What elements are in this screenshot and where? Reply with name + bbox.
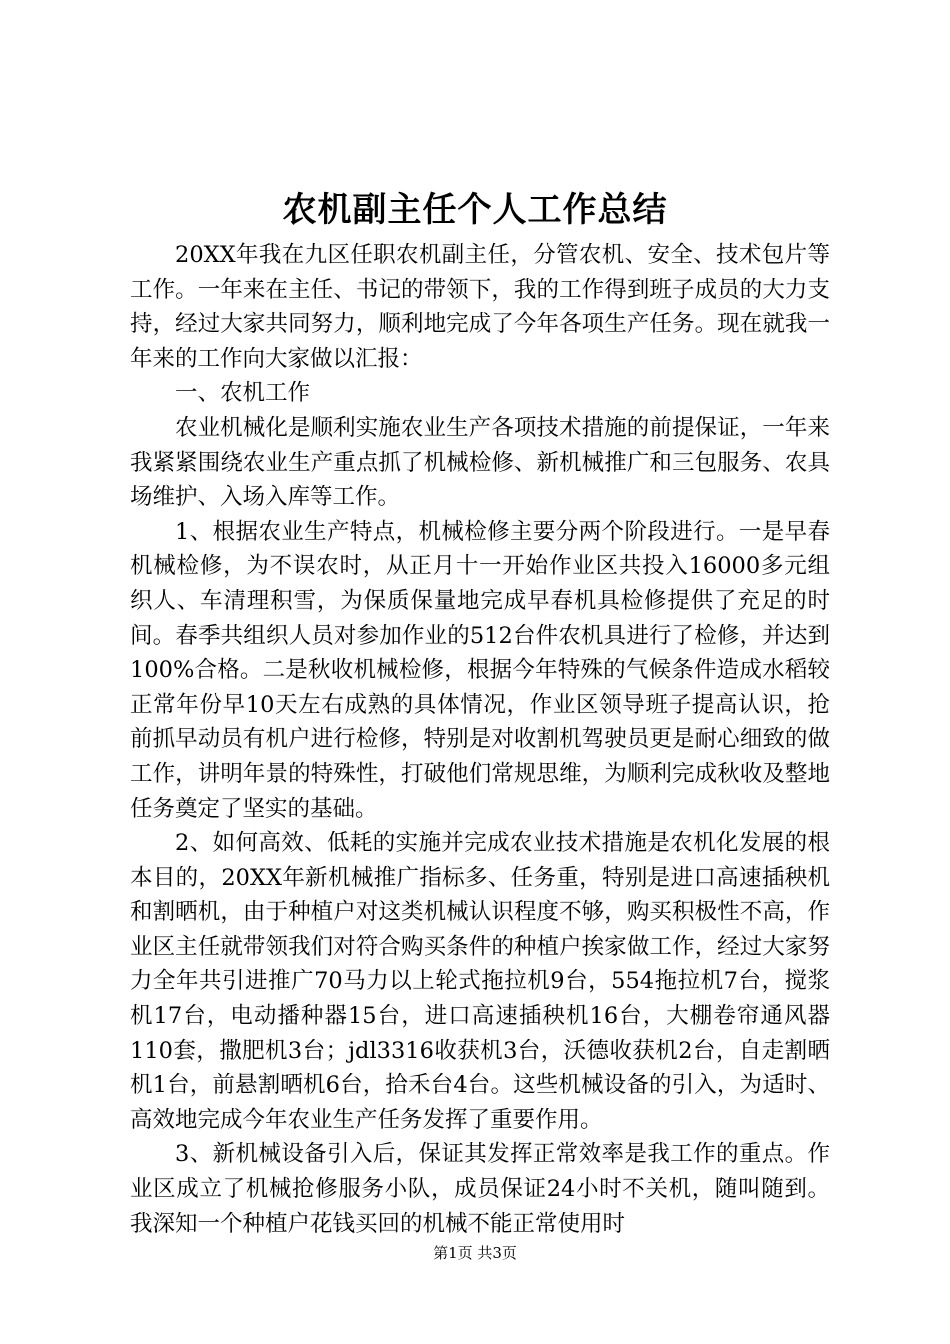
page-footer: 第1页 共3页 (433, 1244, 517, 1262)
paragraph: 1、根据农业生产特点，机械检修主要分两个阶段进行。一是早春机械检修，为不误农时，从正月十一开始作业区共投入16000多元组织人、车清理积雪，为保质保量地完成早春机具检修提供了充足的时间。春季共组织人员对参加作业的512台件农机具进行了检修，并达到100%合格。二是秋收机械检修，根据今年特殊的气候条件造成水稻较正常年份早10天左右成熟的具体情况，作业区领导班子提高认识，抢前抓早动员有机户进行检修，特别是对收割机驾驶员更是耐心细致的做工作，讲明年景的特殊性，打破他们常规思维，为顺利完成秋收及整地任务奠定了坚实的基础。 (130, 518, 830, 822)
paragraph-intro: 20XX年我在九区任职农机副主任，分管农机、安全、技术包片等工作。一年来在主任、书记的带领下，我的工作得到班子成员的大力支持，经过大家共同努力，顺利地完成了今年各项生产任务。现在就我一年来的工作向大家做以汇报： (130, 242, 830, 372)
paragraph: 3、新机械设备引入后，保证其发挥正常效率是我工作的重点。作业区成立了机械抢修服务小队，成员保证24小时不关机，随叫随到。我深知一个种植户花钱买回的机械不能正常使用时 (130, 1141, 830, 1237)
document-title: 农机副主任个人工作总结 (282, 190, 668, 230)
paragraph: 2、如何高效、低耗的实施并完成农业技术措施是农机化发展的根本目的，20XX年新机械推广指标多、任务重，特别是进口高速插秧机和割晒机，由于种植户对这类机械认识程度不够，购买积极性不高，作业区主任就带领我们对符合购买条件的种植户挨家做工作，经过大家努力全年共引进推广70马力以上轮式拖拉机9台，554拖拉机7台，搅浆机17台，电动播种器15台，进口高速插秧机16台，大棚卷帘通风器110套，撒肥机3台；jdl3316收获机3台，沃德收获机2台，自走割晒机1台，前悬割晒机6台，拾禾台4台。这些机械设备的引入，为适时、高效地完成今年农业生产任务发挥了重要作用。 (130, 830, 830, 1133)
document-body (130, 238, 830, 1241)
section-heading: 一、农机工作 (175, 380, 311, 407)
paragraph: 农业机械化是顺利实施农业生产各项技术措施的前提保证，一年来我紧紧围绕农业生产重点抓了机械检修、新机械推广和三包服务、农具场维护、入场入库等工作。 (130, 414, 830, 511)
